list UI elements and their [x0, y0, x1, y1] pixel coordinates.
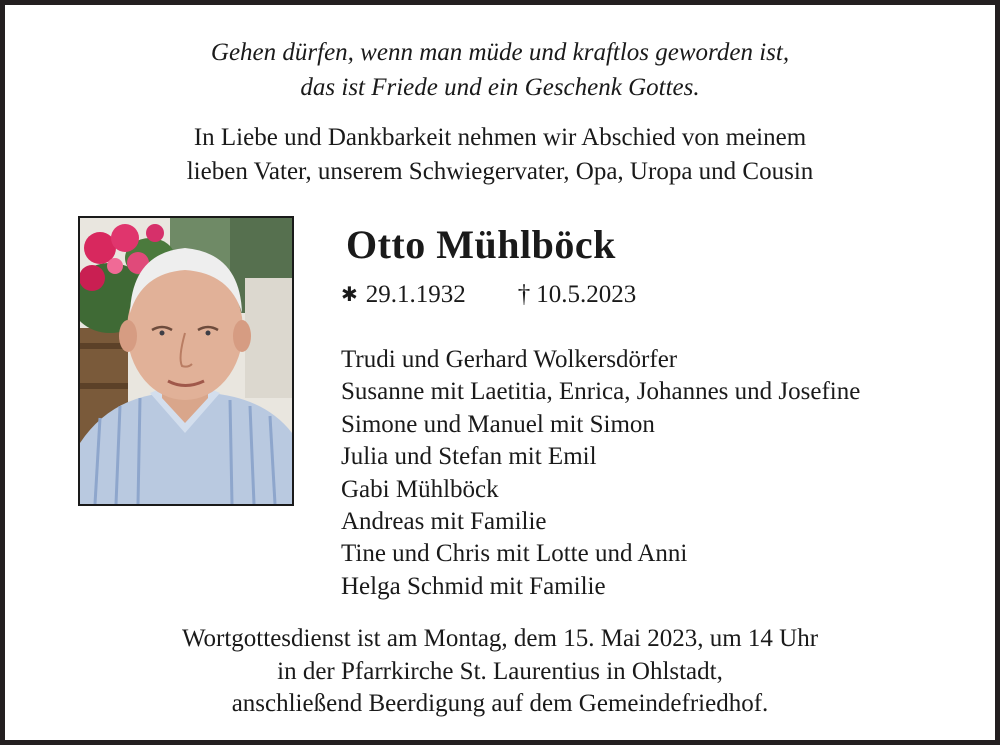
service-information	[5, 623, 995, 721]
mourner-item: Trudi und Gerhard Wolkersdörfer	[341, 346, 678, 373]
birth-star-icon: ✱	[341, 284, 358, 306]
memorial-quote	[5, 35, 995, 105]
mourners-list	[341, 344, 860, 603]
service-line-3: anschließend Beerdigung auf dem Gemeindefriedhof.	[231, 690, 769, 717]
mourner-item: Julia und Stefan mit Emil	[341, 443, 597, 471]
mourner-item: Helga Schmid mit Familie	[341, 572, 606, 600]
farewell-intro	[5, 121, 995, 189]
service-line-1: Wortgottesdienst ist am Montag, dem 15. Mai 2023, um 14 Uhr	[181, 625, 819, 652]
quote-line-1: Gehen dürfen, wenn man müde und kraftlos geworden ist,	[210, 39, 790, 66]
quote-line-2: das ist Friede und ein Geschenk Gottes.	[300, 74, 700, 101]
intro-line-1: In Liebe und Dankbarkeit nehmen wir Abschied von meinem	[193, 124, 807, 151]
deceased-name: Otto Mühlböck	[346, 222, 616, 267]
service-line-2: in der Pfarrkirche St. Laurentius in Ohlstadt,	[277, 657, 723, 685]
mourner-item: Simone und Manuel mit Simon	[341, 410, 655, 438]
mourner-item: Tine und Chris mit Lotte und Anni	[341, 540, 688, 568]
mourner-item: Gabi Mühlböck	[341, 475, 499, 503]
death-date: 10.5.2023	[536, 281, 637, 308]
death-cross-icon: †	[517, 281, 531, 308]
mourner-item: Andreas mit Familie	[341, 508, 547, 536]
intro-line-2: lieben Vater, unserem Schwiegervater, Opa, Uropa und Cousin	[186, 158, 814, 185]
mourner-item: Susanne mit Laetitia, Enrica, Johannes und Josefine	[341, 378, 861, 406]
life-dates	[341, 278, 636, 313]
birth-date: 29.1.1932	[365, 281, 466, 308]
portrait-photo	[78, 216, 294, 506]
